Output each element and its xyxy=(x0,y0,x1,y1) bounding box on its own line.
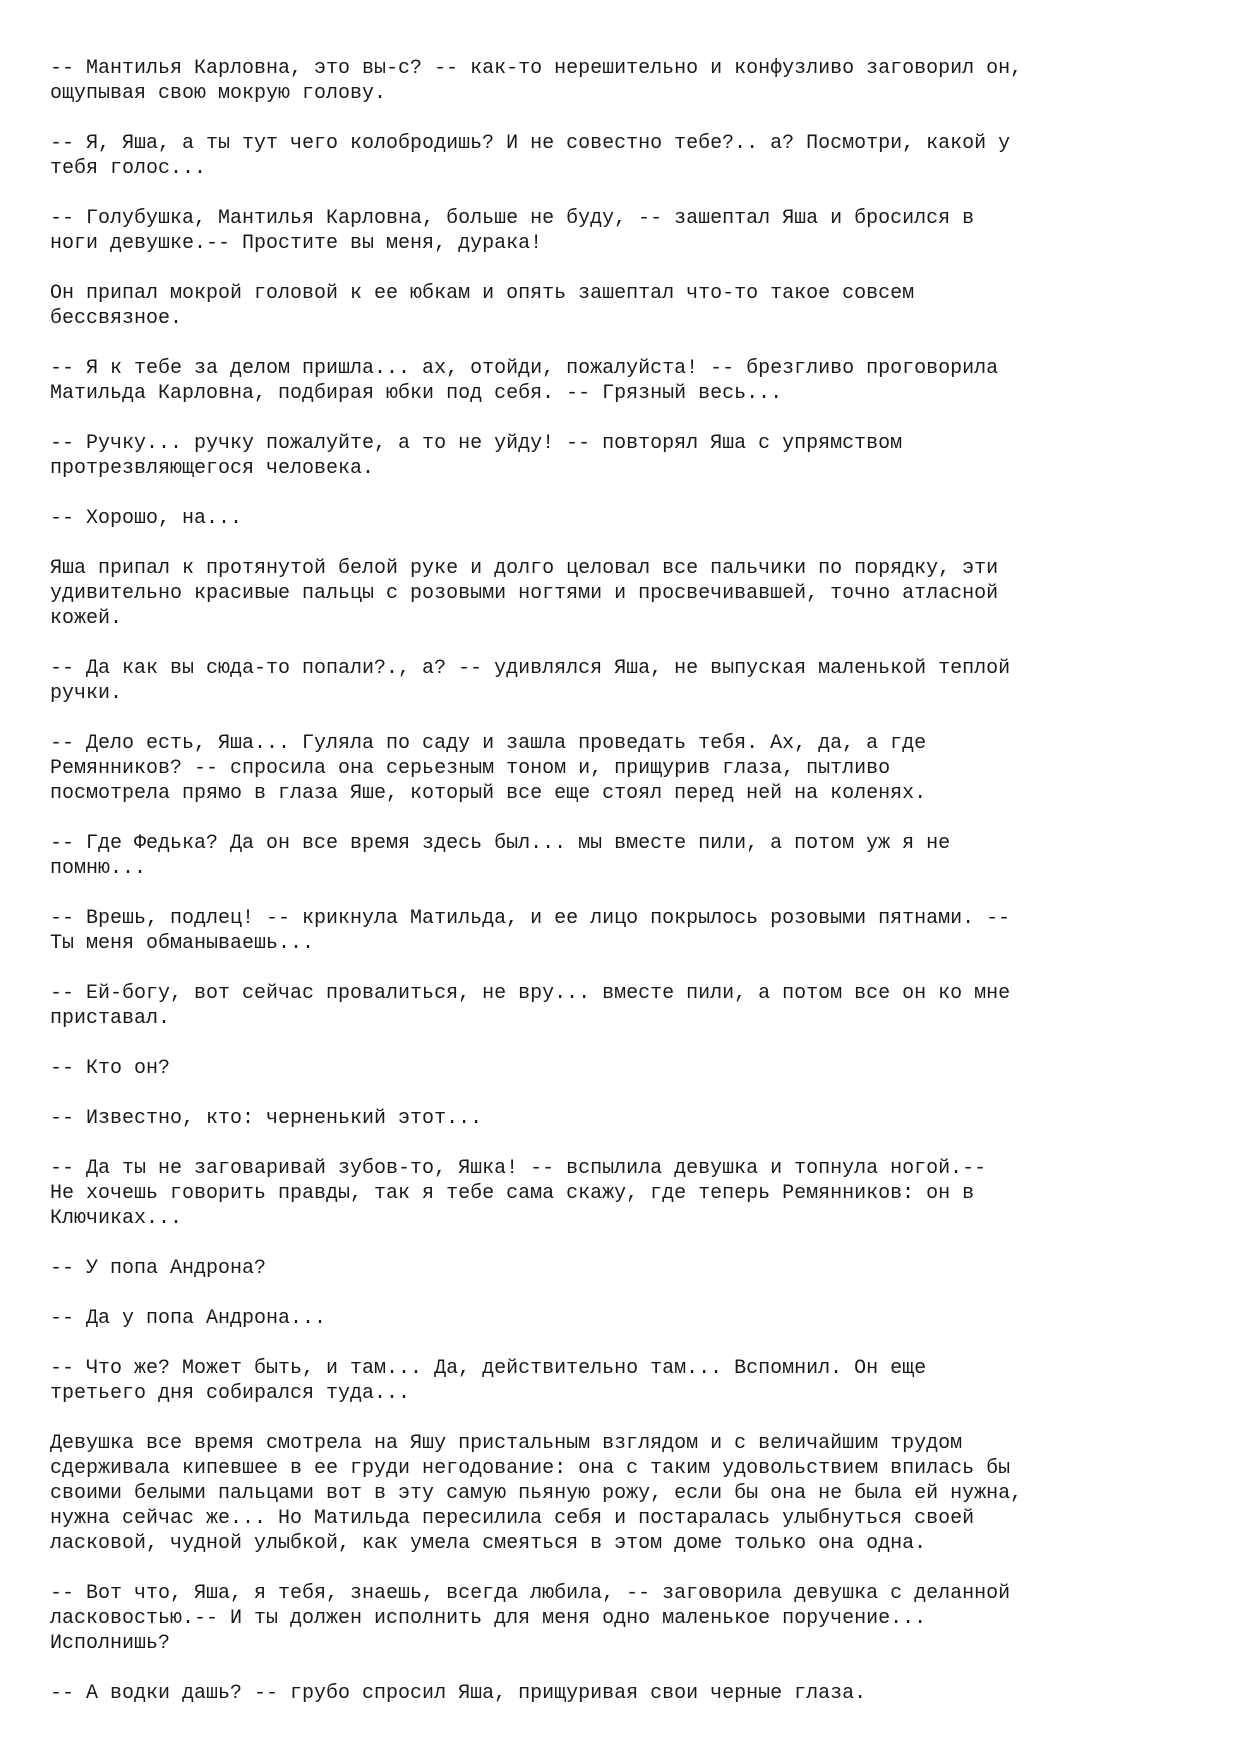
paragraph: -- Хорошо, на... xyxy=(50,507,243,530)
paragraph: Яша припал к протянутой белой руке и долго целовал все пальчики по порядку, эти удивительно красивые пальцы с розовыми ногтями и просвечивавшей, точно атласной кожей. xyxy=(50,557,999,630)
paragraph: -- Врешь, подлец! -- крикнула Матильда, и ее лицо покрылось розовыми пятнами. -- Ты меня обманываешь... xyxy=(50,907,1011,955)
paragraph: -- Известно, кто: черненький этот... xyxy=(50,1107,483,1130)
paragraph: Девушка все время смотрела на Яшу пристальным взглядом и с величайшим трудом сдерживала кипевшее в ее груди негодование: она с таким удовольствием впилась бы своими белыми пальцами вот в эту самую пьяную рожу, если бы она не была ей нужна, нужна сейчас же... Но Матильда пересилила себя и постаралась улыбнуться своей ласковой, чудной улыбкой, как умела смеяться в этом доме только она одна. xyxy=(50,1432,1023,1555)
paragraph: -- Я, Яша, а ты тут чего колобродишь? И не совестно тебе?.. а? Посмотри, какой у тебя голос... xyxy=(50,132,1011,180)
paragraph: -- Ей-богу, вот сейчас провалиться, не вру... вместе пили, а потом все он ко мне приставал. xyxy=(50,982,1011,1030)
paragraph: -- А водки дашь? -- грубо спросил Яша, прищуривая свои черные глаза. xyxy=(50,1682,867,1705)
paragraph: -- Да как вы сюда-то попали?., а? -- удивлялся Яша, не выпуская маленькой теплой ручки. xyxy=(50,657,1011,705)
paragraph: -- Где Федька? Да он все время здесь был... мы вместе пили, а потом уж я не помню... xyxy=(50,832,951,880)
paragraph: -- Дело есть, Яша... Гуляла по саду и зашла проведать тебя. Ах, да, а где Ремянников? -- спросила она серьезным тоном и, прищурив глаза, пытливо посмотрела прямо в глаза Яше, который все еще стоял перед ней на коленях. xyxy=(50,732,927,805)
paragraph: -- Мантилья Карловна, это вы-с? -- как-то нерешительно и конфузливо заговорил он, ощупывая свою мокрую голову. xyxy=(50,57,1023,105)
paragraph: -- Да ты не заговаривай зубов-то, Яшка! -- вспылила девушка и топнула ногой.-- Не хочешь говорить правды, так я тебе сама скажу, где теперь Ремянников: он в Ключиках... xyxy=(50,1157,987,1230)
paragraph: -- Вот что, Яша, я тебя, знаешь, всегда любила, -- заговорила девушка с деланной ласковостью.-- И ты должен исполнить для меня одно маленькое поручение... Исполнишь? xyxy=(50,1582,1011,1655)
paragraph: Он припал мокрой головой к ее юбкам и опять зашептал что-то такое совсем бессвязное. xyxy=(50,282,915,330)
paragraph: -- Я к тебе за делом пришла... ах, отойди, пожалуйста! -- брезгливо проговорила Матильда Карловна, подбирая юбки под себя. -- Грязный весь... xyxy=(50,357,999,405)
paragraph: -- У попа Андрона? xyxy=(50,1257,267,1280)
paragraph: -- Да у попа Андрона... xyxy=(50,1307,327,1330)
paragraph: -- Что же? Может быть, и там... Да, действительно там... Вспомнил. Он еще третьего дня собирался туда... xyxy=(50,1357,927,1405)
paragraph: -- Кто он? xyxy=(50,1057,171,1080)
paragraph: -- Ручку... ручку пожалуйте, а то не уйду! -- повторял Яша с упрямством протрезвляющегося человека. xyxy=(50,432,903,480)
paragraph: -- Голубушка, Мантилья Карловна, больше не буду, -- зашептал Яша и бросился в ноги девушке.-- Простите вы меня, дурака! xyxy=(50,207,975,255)
document-page xyxy=(50,56,1210,1731)
